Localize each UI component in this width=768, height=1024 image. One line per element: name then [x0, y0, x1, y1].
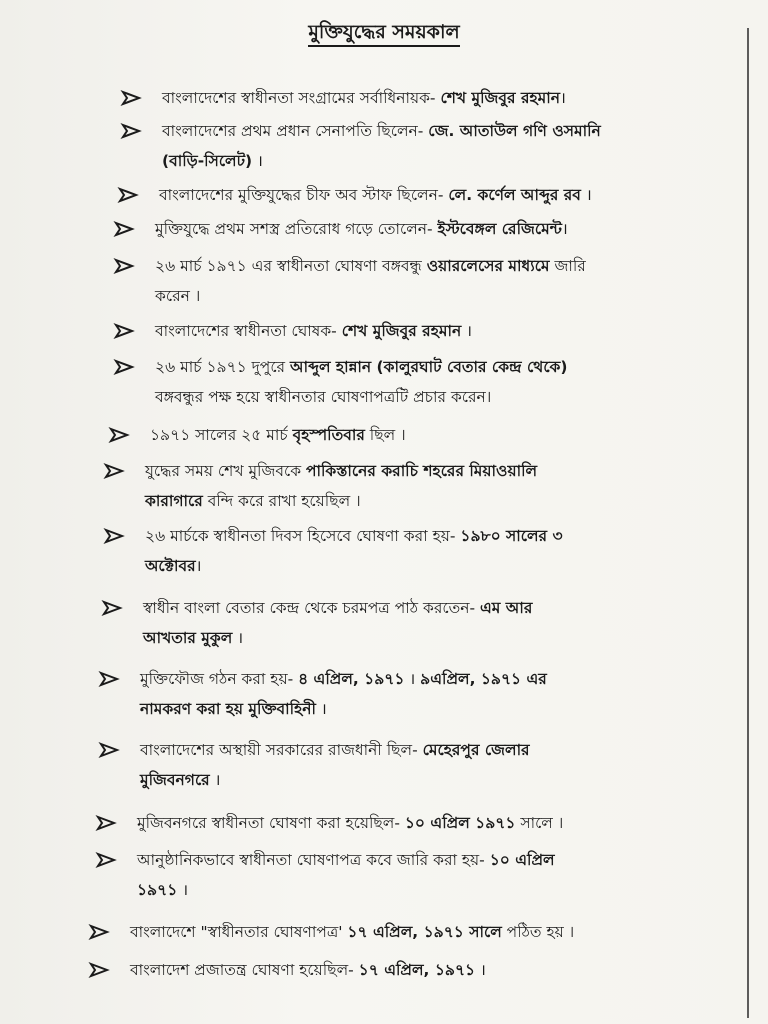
list-item	[140, 664, 547, 724]
item-line: আনুষ্ঠানিকভাবে স্বাধীনতা ঘোষণাপত্র কবে জারি করা হয়- ১০ এপ্রিল	[137, 851, 555, 869]
list-item	[140, 735, 530, 795]
list-item	[143, 593, 532, 653]
list-item	[155, 251, 586, 311]
list-item	[137, 808, 563, 838]
item-line: স্বাধীন বাংলা বেতার কেন্দ্র থেকে চরমপত্র পাঠ করতেন- এম আর	[143, 599, 533, 617]
arrowhead-bullet-icon	[120, 83, 142, 113]
item-line: কারাগারে বন্দি করে রাখা হয়েছিল ।	[145, 492, 361, 510]
item-line: ২৬ মার্চ ১৯৭১ এর স্বাধীনতা ঘোষণা বঙ্গবন্ধু ওয়ারলেসের মাধ্যমে জারি	[155, 257, 586, 275]
item-line: মুক্তিফৌজ গঠন করা হয়- ৪ এপ্রিল, ১৯৭১ । ৯এপ্রিল, ১৯৭১ এর	[140, 670, 547, 688]
arrowhead-bullet-icon	[101, 593, 123, 623]
item-line: বাংলাদেশের মুক্তিযুদ্ধের চীফ অব স্টাফ ছিলেন- লে. কর্ণেল আব্দুর রব ।	[159, 186, 592, 204]
page-title-text: মুক্তিযুদ্ধের সময়কাল	[308, 21, 459, 47]
arrowhead-bullet-icon	[95, 808, 117, 838]
item-line: মুজিবনগরে ।	[140, 771, 221, 789]
list-item	[130, 955, 486, 985]
arrowhead-bullet-icon	[88, 917, 110, 947]
item-line: (বাড়ি-সিলেট) ।	[162, 152, 263, 170]
item-line: বাংলাদেশ প্রজাতন্ত্র ঘোষণা হয়েছিল- ১৭ এপ্রিল, ১৯৭১ ।	[130, 961, 486, 979]
item-line: করেন ।	[155, 287, 201, 305]
arrowhead-bullet-icon	[117, 180, 139, 210]
item-line: বাংলাদেশের স্বাধীনতা ঘোষক- শেখ মুজিবুর রহমান ।	[155, 322, 473, 340]
arrowhead-bullet-icon	[98, 735, 120, 765]
item-line: অক্টোবর।	[145, 557, 202, 575]
item-line: ১৯৭১ সালের ২৫ মার্চ বৃহস্পতিবার ছিল ।	[150, 426, 406, 444]
list-item	[155, 316, 472, 346]
item-line: নামকরণ করা হয় মুক্তিবাহিনী ।	[140, 700, 327, 718]
item-line: বাংলাদেশের স্বাধীনতা সংগ্রামের সর্বাধিনায়ক- শেখ মুজিবুর রহমান।	[162, 89, 566, 107]
arrowhead-bullet-icon	[98, 664, 120, 694]
item-line: ২৬ মার্চকে স্বাধীনতা দিবস হিসেবে ঘোষণা করা হয়- ১৯৮০ সালের ৩	[145, 527, 563, 545]
list-item	[159, 180, 592, 210]
arrowhead-bullet-icon	[113, 316, 135, 346]
item-line: বাংলাদেশের প্রথম প্রধান সেনাপতি ছিলেন- জে. আতাউল গণি ওসমানি	[162, 122, 601, 140]
arrowhead-bullet-icon	[113, 251, 135, 281]
list-item	[145, 521, 563, 581]
arrowhead-bullet-icon	[113, 214, 135, 244]
list-item	[137, 845, 555, 905]
list-item	[155, 214, 568, 244]
list-item	[130, 917, 574, 947]
item-line: ১৯৭১ ।	[137, 881, 189, 899]
item-line: আখতার মুকুল ।	[143, 629, 244, 647]
list-item	[162, 83, 566, 113]
list-item	[155, 352, 567, 412]
item-line: ২৬ মার্চ ১৯৭১ দুপুরে আব্দুল হান্নান (কালুরঘাট বেতার কেন্দ্র থেকে)	[155, 358, 568, 376]
list-item	[150, 420, 406, 450]
item-line: মুক্তিযুদ্ধে প্রথম সশস্ত্র প্রতিরোধ গড়ে তোলেন- ইস্টবেঙ্গল রেজিমেন্ট।	[155, 220, 568, 238]
arrowhead-bullet-icon	[103, 521, 125, 551]
arrowhead-bullet-icon	[103, 456, 125, 486]
arrowhead-bullet-icon	[113, 352, 135, 382]
list-item	[162, 116, 601, 176]
arrowhead-bullet-icon	[108, 420, 130, 450]
item-line: বাংলাদেশের অস্থায়ী সরকারের রাজধানী ছিল- মেহেরপুর জেলার	[140, 741, 530, 759]
item-line: যুদ্ধের সময় শেখ মুজিবকে পাকিস্তানের করাচি শহরের মিয়াওয়ালি	[145, 462, 538, 480]
item-line: বাংলাদেশে "স্বাধীনতার ঘোষণাপত্র' ১৭ এপ্রিল, ১৯৭১ সালে পঠিত হয় ।	[130, 923, 575, 941]
item-line: বঙ্গবন্ধুর পক্ষ হয়ে স্বাধীনতার ঘোষণাপত্রটি প্রচার করেন।	[155, 388, 492, 406]
arrowhead-bullet-icon	[95, 845, 117, 875]
list-item	[145, 456, 537, 516]
item-line: মুজিবনগরে স্বাধীনতা ঘোষণা করা হয়েছিল- ১০ এপ্রিল ১৯৭১ সালে ।	[137, 814, 564, 832]
arrowhead-bullet-icon	[120, 116, 142, 146]
arrowhead-bullet-icon	[88, 955, 110, 985]
